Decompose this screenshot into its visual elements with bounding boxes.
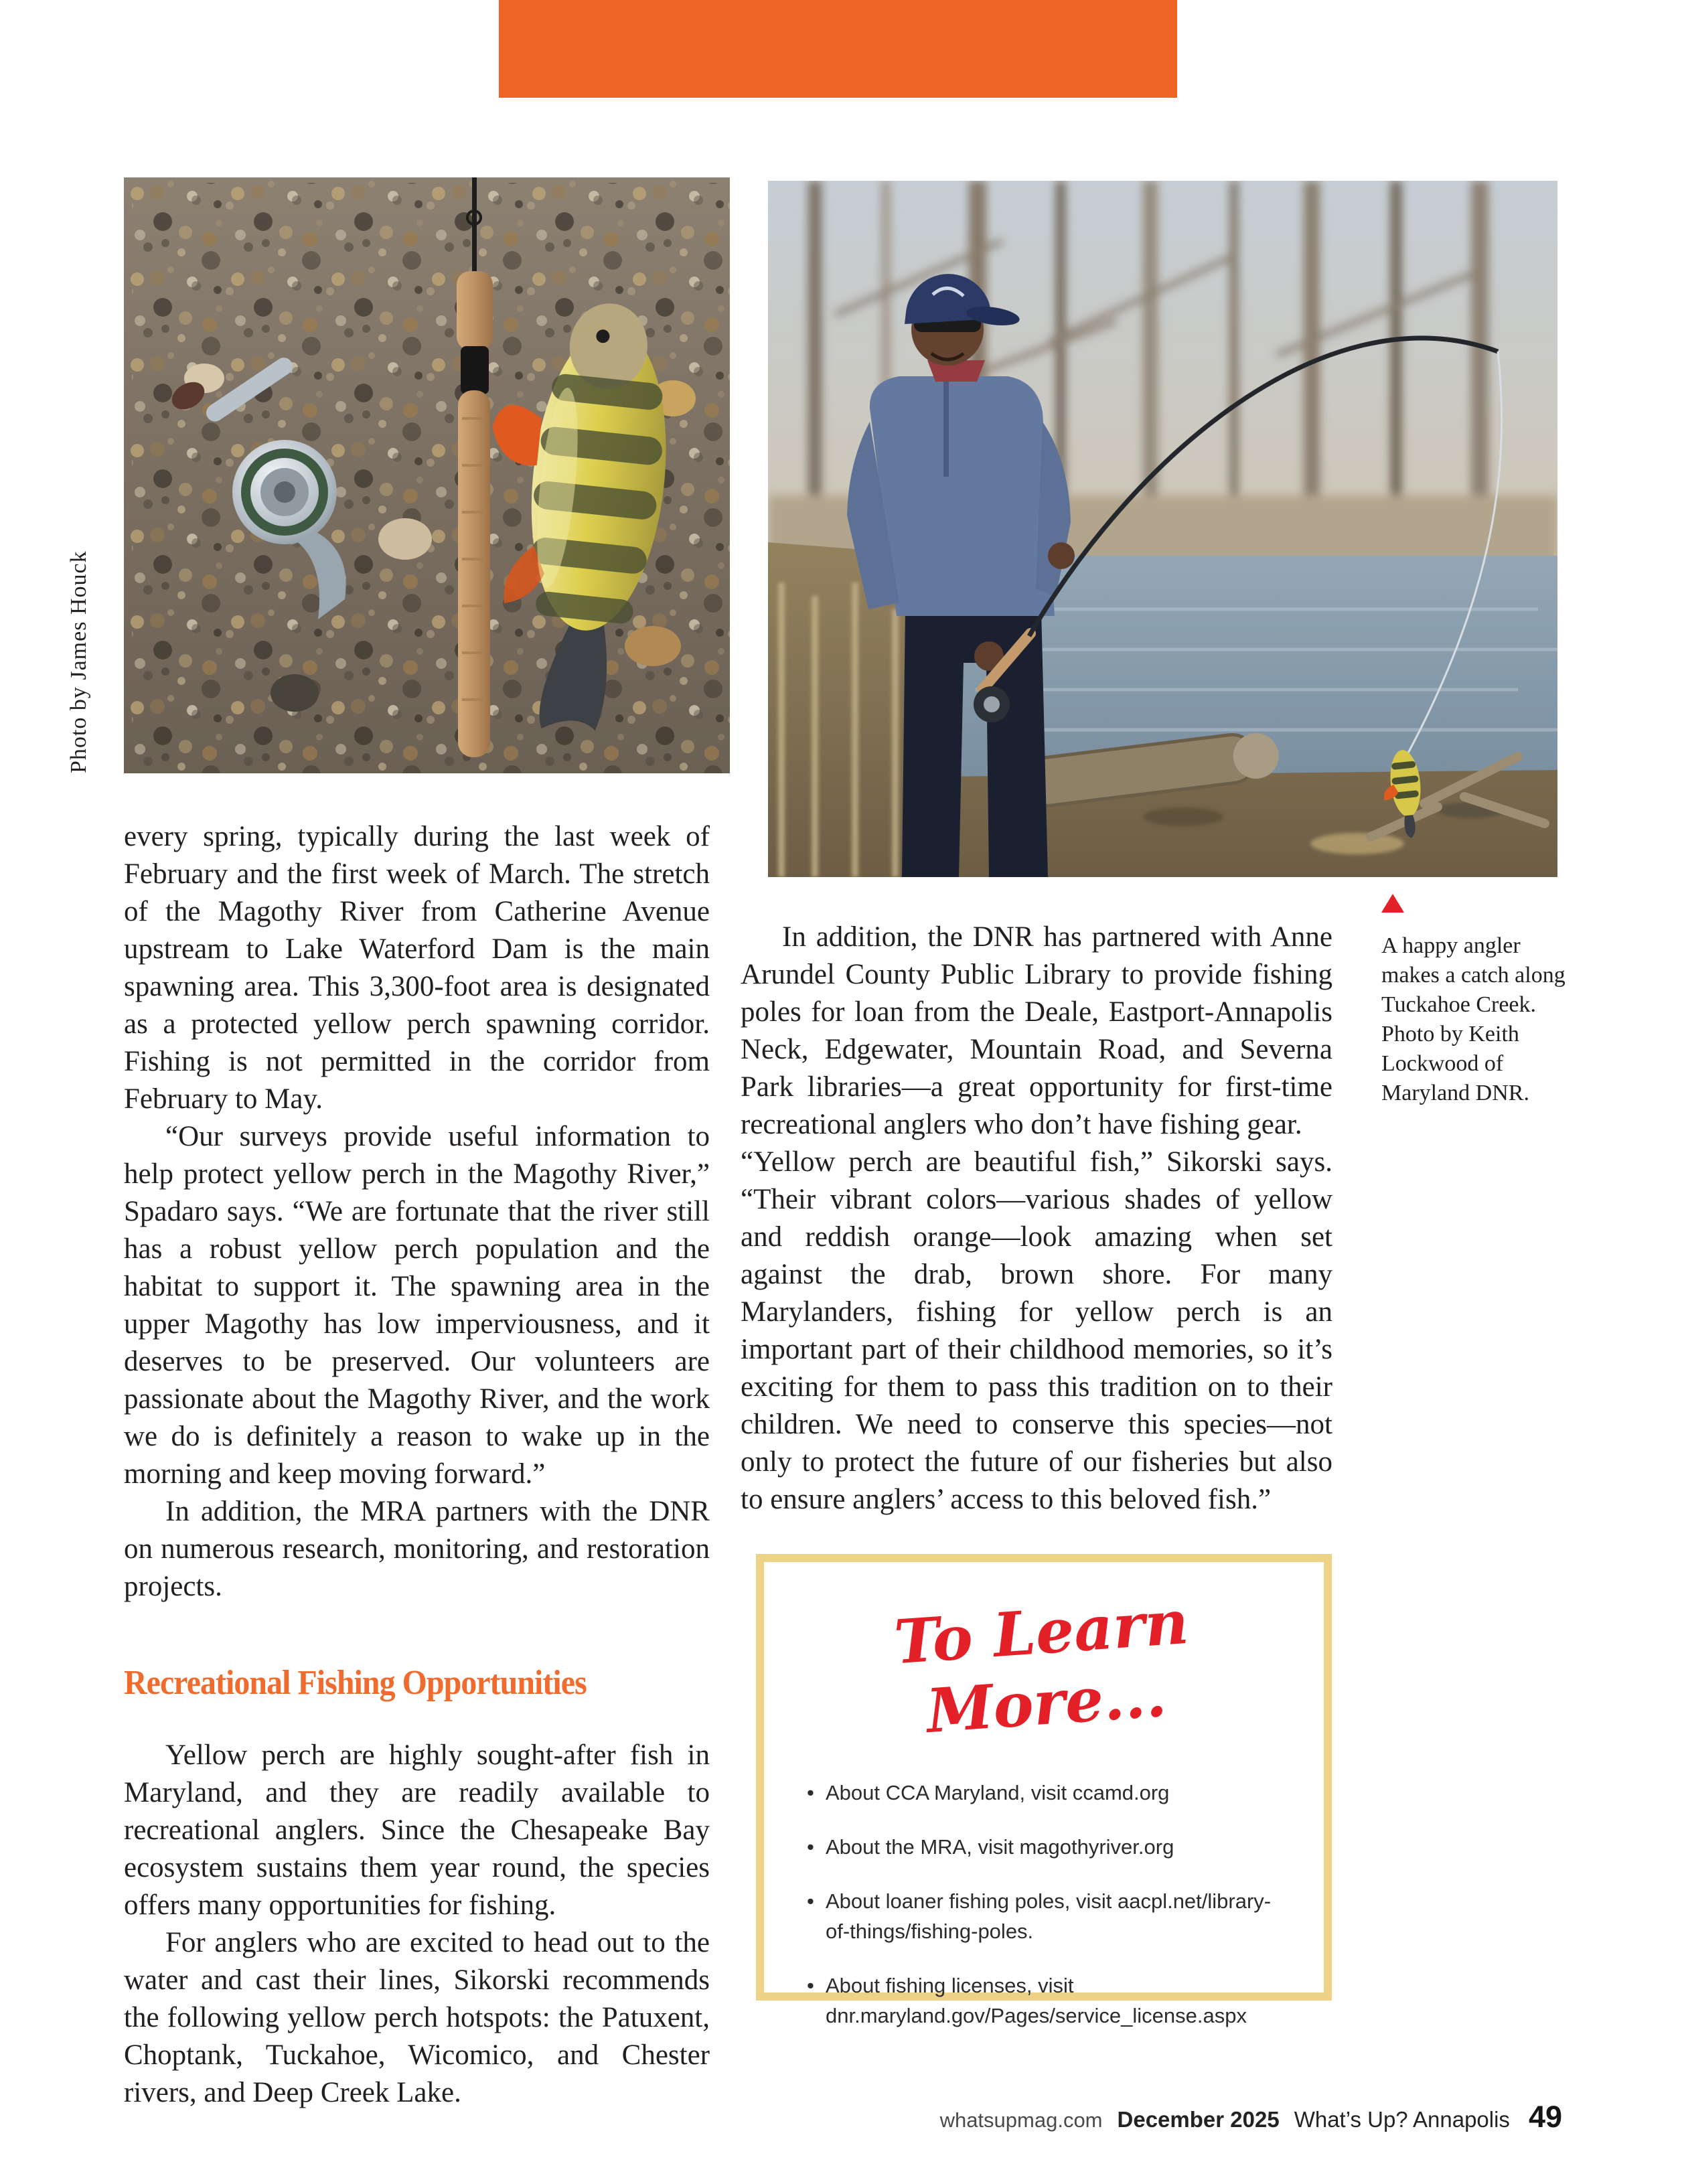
photo-angler-creek-art xyxy=(768,181,1557,877)
body-paragraph: “Yellow perch are beautiful fish,” Sikorski says. “Their vibrant colors—various shades of yellow and reddish orange—look amazing when set against the drab, brown shore. For many Marylanders, fishing for yellow perch is an important part of their childhood memories, so it’s exciting for them to pass this tradition on to their children. We need to conserve this species—not only to protect the future of our fisheries but also to ensure anglers’ access to this beloved fish.” xyxy=(741,1146,1332,1515)
learn-more-item: • About loaner fishing poles, visit aacpl.net/library-of-things/fishing-poles. xyxy=(807,1886,1281,1946)
body-paragraph: In addition, the MRA partners with the DNR on numerous research, monitoring, and restoration projects. xyxy=(124,1496,710,1602)
learn-more-box xyxy=(756,1554,1332,2027)
photo-perch-rod-reel xyxy=(124,177,730,773)
body-paragraph: Yellow perch are highly sought-after fish in Maryland, and they are readily available to recreational anglers. Since the Chesapeake Bay ecosystem sustains them year round, the species offers many opportunities for fishing. xyxy=(124,1739,710,1921)
top-accent-block xyxy=(499,0,1177,98)
caption-triangle-icon xyxy=(1381,894,1404,913)
learn-more-item: • About CCA Maryland, visit ccamd.org xyxy=(807,1778,1281,1808)
photo-perch-rod-reel-art xyxy=(124,177,730,773)
photo-credit-left xyxy=(64,428,94,773)
body-paragraph: In addition, the DNR has partnered with Anne Arundel County Public Library to provide fishing poles for loan from the Deale, Eastport-Annapolis Neck, Edgewater, Mountain Road, and Severna Park libraries—a great opportunity for first-time recreational anglers who don’t have fishing gear. xyxy=(741,921,1332,1140)
body-paragraph: “Our surveys provide useful information to help protect yellow perch in the Magothy River,” Spadaro says. “We are fortunate that the river still has a robust yellow perch population and the habitat to support it. The spawning area in the upper Magothy has low imperviousness, and it deserves to be preserved. Our volunteers are passionate about the Magothy River, and the work we do is definitely a reason to wake up in the morning and keep moving forward.” xyxy=(124,1121,710,1490)
learn-more-item: • About the MRA, visit magothyriver.org xyxy=(807,1832,1281,1862)
learn-more-title: To Learn More... xyxy=(892,1586,1191,1747)
section-heading: Recreational Fishing Opportunities xyxy=(124,1664,587,1702)
footer-publication: What’s Up? Annapolis xyxy=(1294,2107,1510,2132)
photo-credit-left-text: Photo by James Houck xyxy=(66,550,91,773)
left-column xyxy=(124,818,710,2112)
photo-caption-text: A happy angler makes a catch along Tuckahoe Creek. Photo by Keith Lockwood of Maryland DNR. xyxy=(1381,933,1565,1105)
photo-caption-block xyxy=(1381,894,1566,1108)
photo-angler-creek xyxy=(768,181,1557,877)
body-paragraph: every spring, typically during the last week of February and the first week of March. The stretch of the Magothy River from Catherine Avenue upstream to Lake Waterford Dam is the main spawning area. This 3,300-foot area is designated as a protected yellow perch spawning corridor. Fishing is not permitted in the corridor from February to May. xyxy=(124,821,710,1115)
learn-more-item: • About fishing licenses, visit dnr.maryland.gov/Pages/service_license.aspx xyxy=(807,1970,1281,2031)
footer-site: whatsupmag.com xyxy=(939,2108,1103,2132)
footer-issue: December 2025 xyxy=(1117,2107,1280,2132)
page-footer xyxy=(940,2100,1562,2134)
footer-page-number: 49 xyxy=(1528,2100,1562,2134)
learn-more-list xyxy=(764,1778,1324,2031)
right-column xyxy=(741,919,1332,1518)
body-paragraph: For anglers who are excited to head out to the water and cast their lines, Sikorski recommends the following yellow perch hotspots: the Patuxent, Choptank, Tuckahoe, Wicomico, and Chester rivers, and Deep Creek Lake. xyxy=(124,1927,710,2108)
